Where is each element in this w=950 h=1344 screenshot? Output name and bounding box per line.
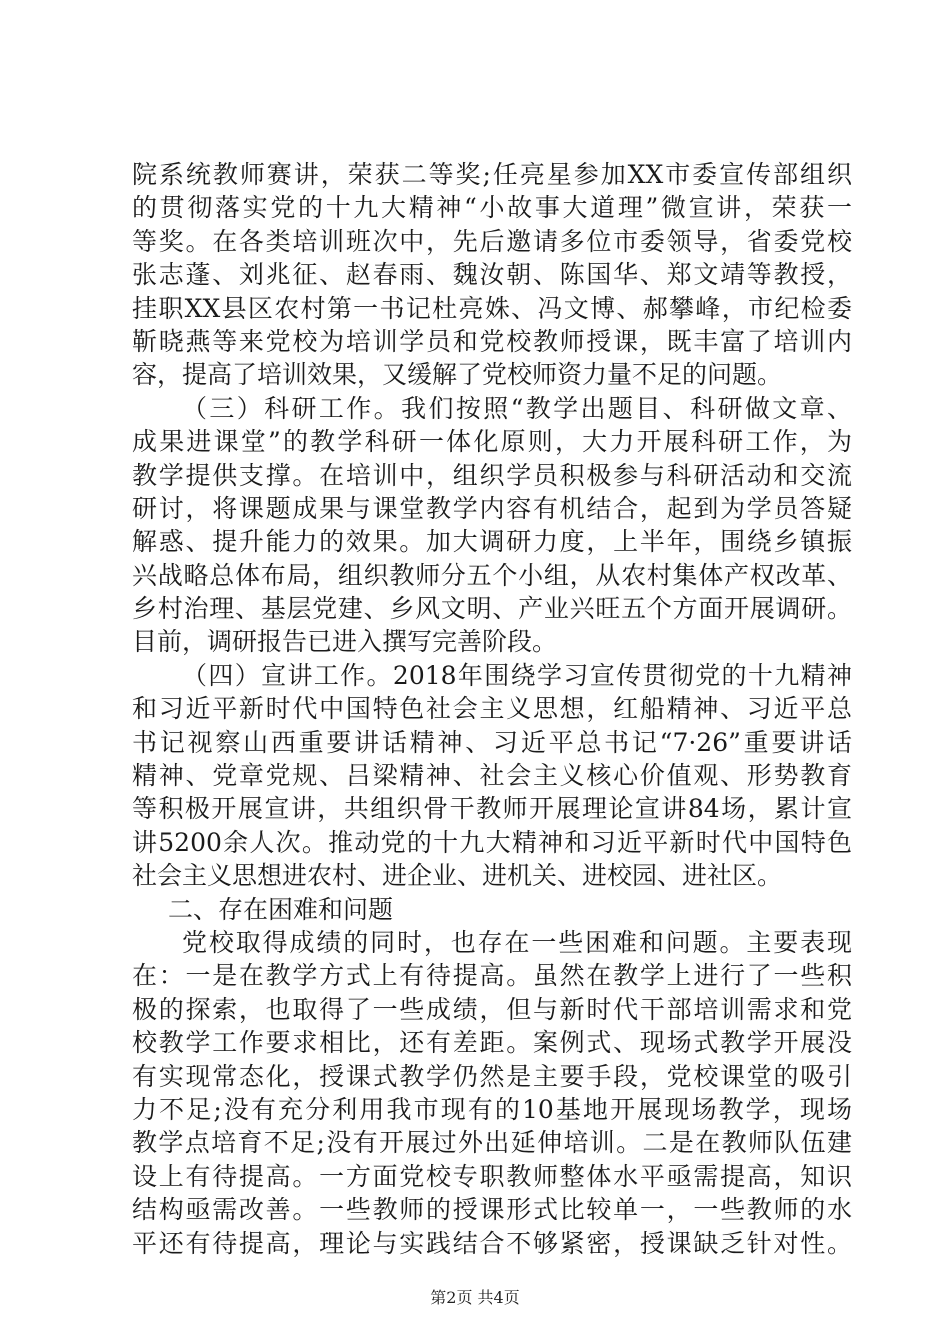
text-line: 在：一是在教学方式上有待提高。虽然在教学上进行了一些积: [132, 961, 852, 991]
text-line: 精神、党章党规、吕梁精神、社会主义核心价值观、形势教育: [132, 761, 852, 791]
text-line: 和习近平新时代中国特色社会主义思想，红船精神、习近平总: [132, 694, 852, 724]
text-line: 教学点培育不足;没有开展过外出延伸培训。二是在教师队伍建: [132, 1128, 852, 1158]
text-line: 张志蓬、刘兆征、赵春雨、魏汝朝、陈国华、郑文靖等教授，: [132, 260, 852, 290]
text-line: 力不足;没有充分利用我市现有的10基地开展现场教学，现场: [132, 1094, 852, 1124]
section-heading-problems: 二、存在困难和问题: [168, 894, 394, 924]
text-line: 讲5200余人次。推动党的十九大精神和习近平新时代中国特色: [132, 827, 852, 857]
text-line: 等奖。在各类培训班次中，先后邀请多位市委领导，省委党校: [132, 226, 852, 256]
text-line: 等积极开展宣讲，共组织骨干教师开展理论宣讲84场，累计宣: [132, 794, 852, 824]
text-line: 平还有待提高，理论与实践结合不够紧密，授课缺乏针对性。: [132, 1228, 852, 1258]
text-line: 解惑、提升能力的效果。加大调研力度，上半年，围绕乡镇振: [132, 527, 852, 557]
text-line: 的贯彻落实党的十九大精神“小故事大道理”微宣讲，荣获一: [132, 193, 852, 223]
section-heading-research: （三）科研工作。我们按照“教学出题目、科研做文章、: [182, 393, 852, 423]
page-number-label: 第2页 共4页: [430, 1288, 520, 1307]
text-line: 目前，调研报告已进入撰写完善阶段。: [132, 627, 558, 657]
document-body: [132, 158, 852, 1260]
section-heading-lecture: （四）宣讲工作。2018年围绕学习宣传贯彻党的十九精神: [182, 660, 852, 690]
text-line: 容，提高了培训效果，又缓解了党校师资力量不足的问题。: [132, 360, 783, 390]
text-line: 挂职XX县区农村第一书记杜亮姝、冯文博、郝攀峰，市纪检委: [132, 293, 852, 323]
text-line: 设上有待提高。一方面党校专职教师整体水平亟需提高，知识: [132, 1161, 852, 1191]
page-footer: [0, 1285, 950, 1308]
text-line: 校教学工作要求相比，还有差距。案例式、现场式教学开展没: [132, 1028, 852, 1058]
text-line: 书记视察山西重要讲话精神、习近平总书记“7·26”重要讲话: [132, 727, 852, 757]
text-line: 有实现常态化，授课式教学仍然是主要手段，党校课堂的吸引: [132, 1061, 852, 1091]
text-line: 乡村治理、基层党建、乡风文明、产业兴旺五个方面开展调研。: [132, 594, 852, 624]
text-line: 兴战略总体布局，组织教师分五个小组，从农村集体产权改革、: [132, 560, 852, 590]
text-line: 结构亟需改善。一些教师的授课形式比较单一，一些教师的水: [132, 1195, 852, 1225]
text-line: 成果进课堂”的教学科研一体化原则，大力开展科研工作，为: [132, 427, 852, 457]
text-line: 党校取得成绩的同时，也存在一些困难和问题。主要表现: [182, 927, 852, 957]
text-line: 教学提供支撑。在培训中，组织学员积极参与科研活动和交流: [132, 460, 852, 490]
text-line: 靳晓燕等来党校为培训学员和党校教师授课，既丰富了培训内: [132, 326, 852, 356]
text-line: 社会主义思想进农村、进企业、进机关、进校园、进社区。: [132, 861, 783, 891]
text-line: 极的探索，也取得了一些成绩，但与新时代干部培训需求和党: [132, 994, 852, 1024]
text-line: 院系统教师赛讲，荣获二等奖;任亮星参加XX市委宣传部组织: [132, 160, 852, 189]
text-line: 研讨，将课题成果与课堂教学内容有机结合，起到为学员答疑: [132, 493, 852, 523]
